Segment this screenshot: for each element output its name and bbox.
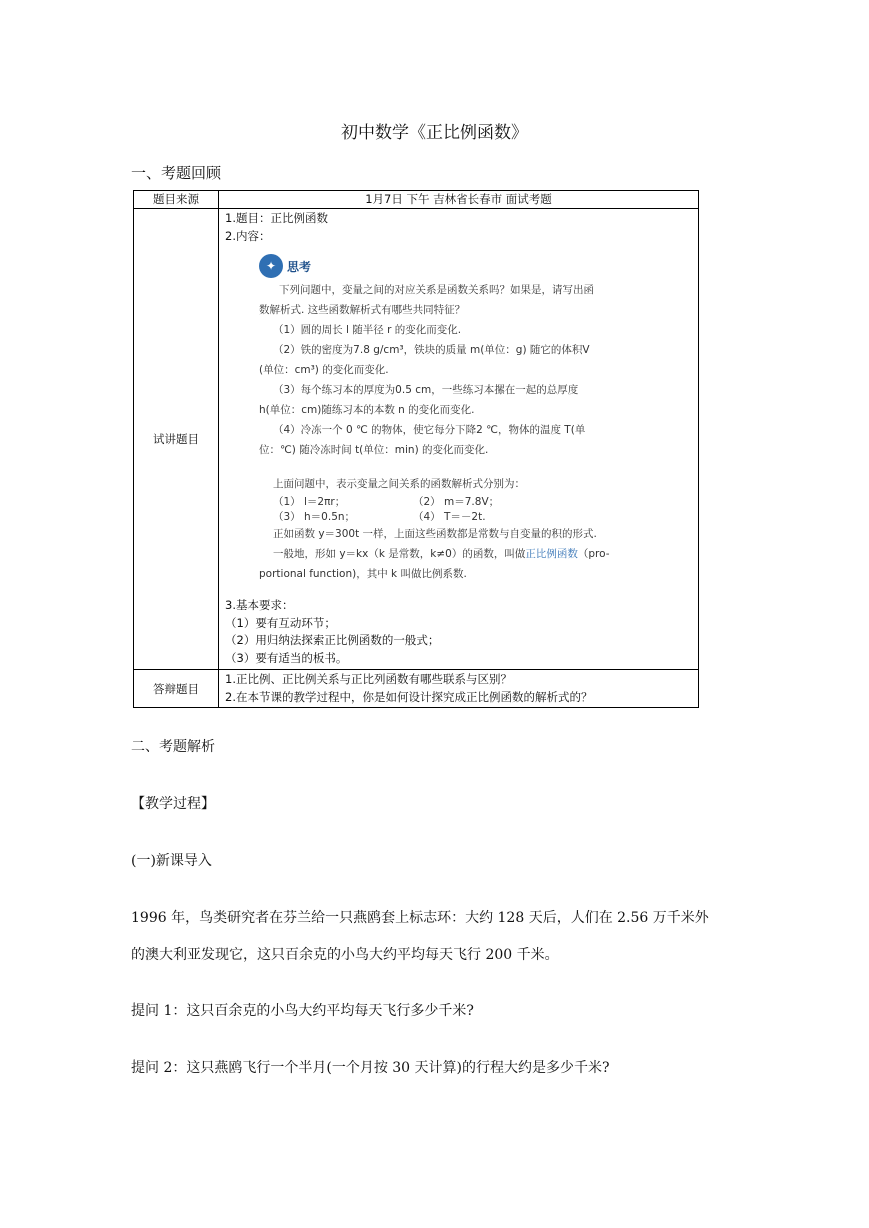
excerpt-line: 下列问题中，变量之间的对应关系是函数关系吗？如果是，请写出函	[279, 284, 594, 296]
definition-part-3: （pro-	[577, 548, 610, 560]
requirement-line: （2）用归纳法探索正比例函数的一般式；	[225, 633, 440, 647]
excerpt-line: 位：℃) 随冷冻时间 t(单位：min) 的变化而变化.	[259, 444, 489, 456]
excerpt-after-1: 正如函数 y＝300t 一样，上面这些函数都是常数与自变量的积的形式.	[273, 528, 597, 540]
equation-1: （1） l＝2πr；	[273, 496, 346, 508]
question-2: 提问 2：这只燕鸥飞行一个半月(一个月按 30 天计算)的行程大约是多少千米?	[131, 1060, 610, 1076]
table-row-source	[134, 191, 699, 209]
table-row-defense	[134, 670, 699, 708]
excerpt-line: （1）圆的周长 l 随半径 r 的变化而变化.	[273, 324, 462, 336]
textbook-excerpt	[259, 252, 679, 584]
trial-content	[219, 209, 699, 670]
defense-line-2: 2.在本节课的教学过程中，你是如何设计探究成正比例函数的解析式的？	[225, 689, 593, 704]
excerpt-definition	[259, 544, 679, 564]
table-row-trial	[134, 209, 699, 670]
section-heading-analysis: 二、考题解析	[131, 739, 215, 755]
source-value: 1月7日 下午 吉林省长春市 面试考题	[219, 191, 699, 209]
requirement-line: （3）要有适当的板书。	[225, 650, 348, 665]
excerpt-summary: 上面问题中，表示变量之间关系的函数解析式分别为：	[273, 478, 525, 490]
paragraph-line-1: 1996 年，鸟类研究者在芬兰给一只燕鸥套上标志环：大约 128 天后，人们在 2.56 万千米外	[131, 910, 709, 926]
think-icon: ✦	[259, 254, 283, 278]
excerpt-line: h(单位：cm)随练习本的本数 n 的变化而变化.	[259, 404, 475, 416]
excerpt-heading: 思考	[287, 259, 312, 274]
definition-part-1: 一般地，形如 y＝kx（k 是常数，k≠0）的函数，叫做	[273, 548, 526, 560]
excerpt-line: 数解析式. 这些函数解析式有哪些共同特征？	[259, 304, 466, 316]
paragraph-line-2: 的澳大利亚发现它，这只百余克的小鸟大约平均每天飞行 200 千米。	[131, 947, 559, 963]
requirement-line: （1）要有互动环节；	[225, 615, 336, 630]
exam-info-table	[133, 190, 699, 708]
teaching-process-heading: 【教学过程】	[131, 796, 215, 812]
excerpt-line: (单位：cm³) 的变化而变化.	[259, 364, 389, 376]
defense-label: 答辩题目	[134, 670, 219, 708]
defense-content	[219, 670, 699, 708]
definition-term: 正比例函数	[525, 548, 578, 560]
question-1: 提问 1：这只百余克的小鸟大约平均每天飞行多少千米?	[131, 1003, 474, 1019]
page-title: 初中数学《正比例函数》	[341, 123, 528, 143]
section-heading-review: 一、考题回顾	[131, 164, 222, 182]
equation-3: （3） h＝0.5n；	[273, 511, 356, 523]
excerpt-after-3: portional function)，其中 k 叫做比例系数.	[259, 568, 467, 580]
trial-label: 试讲题目	[134, 209, 219, 670]
equation-4: （4） T＝－2t.	[413, 511, 486, 523]
requirement-line: 3.基本要求：	[225, 598, 294, 612]
defense-line-1: 1.正比例、正比例关系与正比列函数有哪些联系与区别？	[225, 672, 512, 686]
excerpt-line: （4）冷冻一个 0 ℃ 的物体，使它每分下降2 ℃，物体的温度 T(单	[273, 424, 586, 436]
trial-line-1: 1.题目：正比例函数	[225, 211, 328, 225]
excerpt-line: （2）铁的密度为7.8 g/cm³，铁块的质量 m(单位：g) 随它的体积V	[273, 344, 590, 356]
equation-2: （2） m＝7.8V；	[413, 496, 500, 508]
source-label: 题目来源	[134, 191, 219, 209]
new-lesson-intro-heading: (一)新课导入	[131, 853, 212, 869]
excerpt-line: （3）每个练习本的厚度为0.5 cm，一些练习本摞在一起的总厚度	[273, 384, 579, 396]
trial-line-2: 2.内容：	[225, 228, 271, 243]
